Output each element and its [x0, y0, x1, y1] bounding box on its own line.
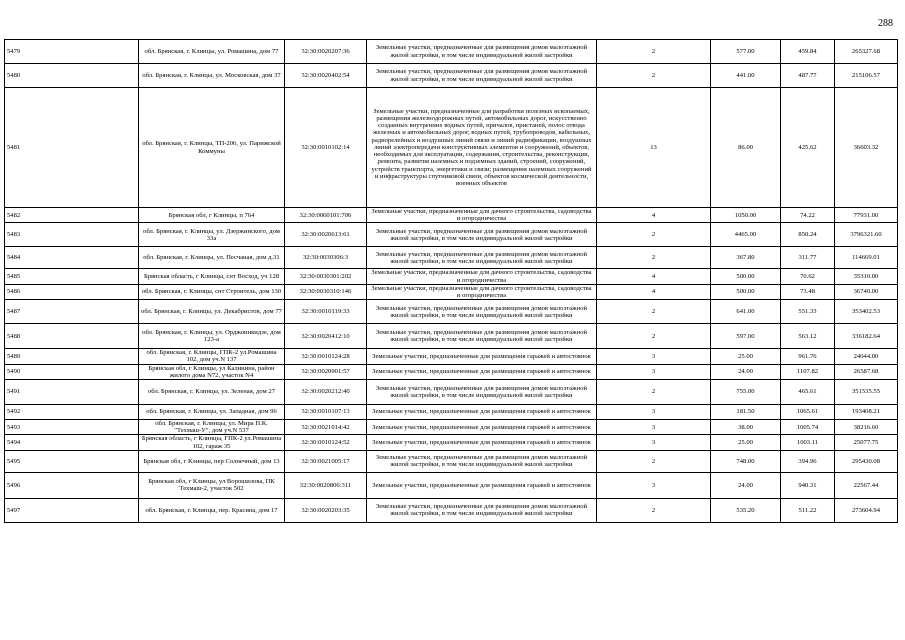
group-cell: 13	[597, 88, 711, 208]
address-cell: обл. Брянская, г. Клинцы, ул. Орджоникидзе, дом 123-а	[139, 324, 285, 349]
table-row	[5, 498, 898, 522]
cadastral-number-cell: 32:30:0020613:61	[285, 223, 367, 247]
row-number: 5481	[5, 88, 139, 208]
land-use-cell: Земельные участки, предназначенные для размещения гаражей и автостоянок	[367, 364, 597, 379]
cadastral-number-cell: 32:30:0030301:202	[285, 269, 367, 284]
cadastral-value-cell: 25077.75	[835, 435, 898, 450]
address-cell: обл. Брянская, г. Клинцы, ул. Западная, дом 96	[139, 405, 285, 420]
specific-value-cell: 465.61	[781, 380, 835, 405]
specific-value-cell: 1065.61	[781, 405, 835, 420]
land-use-cell: Земельные участки, предназначенные для размещения гаражей и автостоянок	[367, 349, 597, 364]
specific-value-cell: 1107.82	[781, 364, 835, 379]
cadastral-value-cell: 351535.55	[835, 380, 898, 405]
group-cell: 2	[597, 380, 711, 405]
group-cell: 3	[597, 349, 711, 364]
specific-value-cell: 551.33	[781, 300, 835, 324]
area-cell: 181.50	[711, 405, 781, 420]
land-use-cell: Земельные участки, предназначенные для дачного строительства, садоводства и огородничества	[367, 208, 597, 223]
land-use-cell: Земельные участки, предназначенные для размещения домов малоэтажной жилой застройки, в том числе индивидуальной жилой застройки	[367, 380, 597, 405]
cadastral-number-cell: 32:30:0020402:54	[285, 64, 367, 88]
address-cell: Брянская область, г Клинцы, снт Восход, уч 128	[139, 269, 285, 284]
table-row	[5, 208, 898, 223]
land-use-cell: Земельные участки, предназначенные для размещения домов малоэтажной жилой застройки, в том числе индивидуальной жилой застройки	[367, 450, 597, 472]
address-cell: обл. Брянская, г. Клинцы, ул. Песчаная, дом д.31	[139, 247, 285, 269]
cadastral-number-cell: 32:30:0060101:706	[285, 208, 367, 223]
specific-value-cell: 394.96	[781, 450, 835, 472]
table-row	[5, 223, 898, 247]
land-use-cell: Земельные участки, предназначенные для размещения домов малоэтажной жилой застройки, в том числе индивидуальной жилой застройки	[367, 324, 597, 349]
address-cell: обл. Брянская, г. Клинцы, ул. Декабристов, дом 77	[139, 300, 285, 324]
group-cell: 2	[597, 300, 711, 324]
area-cell: 1050.00	[711, 208, 781, 223]
cadastral-value-cell: 353402.53	[835, 300, 898, 324]
cadastral-number-cell: 32:30:0020203:35	[285, 498, 367, 522]
specific-value-cell: 311.77	[781, 247, 835, 269]
address-cell: обл. Брянская, г. Клинцы, ул. Ромашина, дом 77	[139, 40, 285, 64]
address-cell: Брянская обл, г Клинцы, пер Солнечный, дом 13	[139, 450, 285, 472]
land-use-cell: Земельные участки, предназначенные для размещения домов малоэтажной жилой застройки, в том числе индивидуальной жилой застройки	[367, 498, 597, 522]
table-row	[5, 420, 898, 435]
group-cell: 3	[597, 472, 711, 498]
cadastral-number-cell: 32:30:0020412:10	[285, 324, 367, 349]
address-cell: обл. Брянская, г. Клинцы, ул. Мира П.К. "Техмаш-У", дом уч.N 537	[139, 420, 285, 435]
row-number: 5479	[5, 40, 139, 64]
specific-value-cell: 425.62	[781, 88, 835, 208]
table-row	[5, 247, 898, 269]
cadastral-value-cell: 35310.00	[835, 269, 898, 284]
group-cell: 2	[597, 498, 711, 522]
cadastral-number-cell: 32:30:0010119:33	[285, 300, 367, 324]
table-row	[5, 450, 898, 472]
cadastral-value-cell: 24044.00	[835, 349, 898, 364]
table-body	[5, 40, 898, 523]
cadastral-value-cell: 114669.01	[835, 247, 898, 269]
address-cell: обл. Брянская, г. Клинцы, снт Строитель, дом 130	[139, 284, 285, 299]
land-use-cell: Земельные участки, предназначенные для дачного строительства, садоводства и огородничества	[367, 284, 597, 299]
specific-value-cell: 70.62	[781, 269, 835, 284]
row-number: 5494	[5, 435, 139, 450]
specific-value-cell: 459.84	[781, 40, 835, 64]
cadastral-value-cell: 38216.60	[835, 420, 898, 435]
cadastral-value-cell: 22567.44	[835, 472, 898, 498]
land-use-cell: Земельные участки, предназначенные для размещения домов малоэтажной жилой застройки, в том числе индивидуальной жилой застройки	[367, 247, 597, 269]
cadastral-value-cell: 26587.68	[835, 364, 898, 379]
area-cell: 367.80	[711, 247, 781, 269]
table-row	[5, 472, 898, 498]
table-row	[5, 40, 898, 64]
area-cell: 748.00	[711, 450, 781, 472]
cadastral-number-cell: 32:30:0010102:14	[285, 88, 367, 208]
area-cell: 597.00	[711, 324, 781, 349]
specific-value-cell: 961.76	[781, 349, 835, 364]
area-cell: 535.20	[711, 498, 781, 522]
cadastral-number-cell: 32:30:0020901:57	[285, 364, 367, 379]
area-cell: 25.00	[711, 349, 781, 364]
table-row	[5, 380, 898, 405]
address-cell: обл. Брянская, г. Клинцы, ул. Зеленая, дом 27	[139, 380, 285, 405]
cadastral-number-cell: 32:30:0021005:17	[285, 450, 367, 472]
specific-value-cell: 511.22	[781, 498, 835, 522]
row-number: 5496	[5, 472, 139, 498]
cadastral-number-cell: 32:30:0020207:36	[285, 40, 367, 64]
specific-value-cell: 1005.74	[781, 420, 835, 435]
specific-value-cell: 940.31	[781, 472, 835, 498]
table-row	[5, 435, 898, 450]
land-use-cell: Земельные участки, предназначенные для размещения домов малоэтажной жилой застройки, в том числе индивидуальной жилой застройки	[367, 64, 597, 88]
specific-value-cell: 850.24	[781, 223, 835, 247]
table-row	[5, 324, 898, 349]
table-row	[5, 64, 898, 88]
row-number: 5489	[5, 349, 139, 364]
group-cell: 2	[597, 450, 711, 472]
table-row	[5, 269, 898, 284]
land-use-cell: Земельные участки, предназначенные для размещения домов малоэтажной жилой застройки, в том числе индивидуальной жилой застройки	[367, 300, 597, 324]
group-cell: 2	[597, 324, 711, 349]
address-cell: Брянская обл, г Клинцы, ул Ворошилова, ПК Техмаш-2, участок 502	[139, 472, 285, 498]
cadastral-value-cell: 273604.94	[835, 498, 898, 522]
land-use-cell: Земельные участки, предназначенные для дачного строительства, садоводства и огородничества	[367, 269, 597, 284]
area-cell: 25.00	[711, 435, 781, 450]
land-use-cell: Земельные участки, предназначенные для размещения гаражей и автостоянок	[367, 472, 597, 498]
group-cell: 4	[597, 284, 711, 299]
group-cell: 3	[597, 420, 711, 435]
address-cell: Брянская обл, г Клинцы, п 764	[139, 208, 285, 223]
specific-value-cell: 563.12	[781, 324, 835, 349]
row-number: 5485	[5, 269, 139, 284]
cadastral-value-table	[4, 39, 898, 523]
row-number: 5487	[5, 300, 139, 324]
group-cell: 2	[597, 223, 711, 247]
specific-value-cell: 74.22	[781, 208, 835, 223]
land-use-cell: Земельные участки, предназначенные для размещения гаражей и автостоянок	[367, 435, 597, 450]
area-cell: 24.00	[711, 364, 781, 379]
area-cell: 500.00	[711, 284, 781, 299]
land-use-cell: Земельные участки, предназначенные для разработки полезных ископаемых, размещения железнодорожных путей, автомобильных дорог, искусственно созданных внутренних водных путей, причалов, пристаней, полос отвода железных и автомобильных дорог, водных путей, трубопроводов, кабельных, радиорелейных и воздушных линий связи и линий радиофикации, воздушных линий электропередачи конструктивных элементов и сооружений, объектов, необходимых для эксплуатации, содержания, строительства, реконструкции, ремонта, развития наземных и подземных зданий, строений, сооружений, устройств транспорта, энергетики и связи; размещения наземных сооружений и инфраструктуры спутниковой связи, объектов космической деятельности, военных объектов	[367, 88, 597, 208]
address-cell: Брянская область, г Клинцы, ГПК-2 ул.Ромашина 102, гараж 35	[139, 435, 285, 450]
page-number: 288	[878, 18, 893, 29]
cadastral-value-cell: 3796321.60	[835, 223, 898, 247]
row-number: 5480	[5, 64, 139, 88]
row-number: 5482	[5, 208, 139, 223]
group-cell: 2	[597, 247, 711, 269]
row-number: 5497	[5, 498, 139, 522]
address-cell: обл. Брянская, г. Клинцы, ул. Дзержинского, дом 33а	[139, 223, 285, 247]
area-cell: 38.00	[711, 420, 781, 435]
row-number: 5492	[5, 405, 139, 420]
address-cell: обл. Брянская, г. Клинцы, ГПК-2 ул.Ромашина 102, дом уч.N 137	[139, 349, 285, 364]
land-use-cell: Земельные участки, предназначенные для размещения гаражей и автостоянок	[367, 420, 597, 435]
row-number: 5488	[5, 324, 139, 349]
cadastral-value-cell: 336182.64	[835, 324, 898, 349]
row-number: 5486	[5, 284, 139, 299]
cadastral-value-cell: 215106.57	[835, 64, 898, 88]
cadastral-value-cell: 36740.00	[835, 284, 898, 299]
address-cell: обл. Брянская, г. Клинцы, ТП-206, ул. Парижской Коммуны	[139, 88, 285, 208]
row-number: 5495	[5, 450, 139, 472]
area-cell: 4465.00	[711, 223, 781, 247]
row-number: 5493	[5, 420, 139, 435]
group-cell: 2	[597, 40, 711, 64]
table-row	[5, 364, 898, 379]
table-row	[5, 88, 898, 208]
specific-value-cell: 73.48	[781, 284, 835, 299]
table-row	[5, 300, 898, 324]
specific-value-cell: 487.77	[781, 64, 835, 88]
row-number: 5484	[5, 247, 139, 269]
cadastral-value-cell: 295430.08	[835, 450, 898, 472]
cadastral-value-cell: 77931.00	[835, 208, 898, 223]
land-use-cell: Земельные участки, предназначенные для размещения домов малоэтажной жилой застройки, в том числе индивидуальной жилой застройки	[367, 40, 597, 64]
row-number: 5483	[5, 223, 139, 247]
row-number: 5491	[5, 380, 139, 405]
group-cell: 2	[597, 64, 711, 88]
table-row	[5, 405, 898, 420]
address-cell: обл. Брянская, г. Клинцы, ул. Московская, дом 37	[139, 64, 285, 88]
area-cell: 441.00	[711, 64, 781, 88]
area-cell: 577.00	[711, 40, 781, 64]
cadastral-value-cell: 265327.68	[835, 40, 898, 64]
group-cell: 3	[597, 405, 711, 420]
specific-value-cell: 1003.11	[781, 435, 835, 450]
table-row	[5, 349, 898, 364]
group-cell: 4	[597, 208, 711, 223]
cadastral-value-cell: 193408.21	[835, 405, 898, 420]
address-cell: обл. Брянская, г. Клинцы, пер. Красина, дом 17	[139, 498, 285, 522]
group-cell: 4	[597, 269, 711, 284]
address-cell: Брянская обл, г Клинцы, ул Калинина, район жилого дома N72, участок N4	[139, 364, 285, 379]
area-cell: 641.00	[711, 300, 781, 324]
cadastral-number-cell: 32:30:0010124:52	[285, 435, 367, 450]
area-cell: 755.00	[711, 380, 781, 405]
cadastral-number-cell: 32:30:0030306:3	[285, 247, 367, 269]
cadastral-value-cell: 36603.32	[835, 88, 898, 208]
area-cell: 500.00	[711, 269, 781, 284]
cadastral-number-cell: 32:30:0020806:311	[285, 472, 367, 498]
cadastral-number-cell: 32:30:0020212:40	[285, 380, 367, 405]
row-number: 5490	[5, 364, 139, 379]
group-cell: 3	[597, 435, 711, 450]
land-use-cell: Земельные участки, предназначенные для размещения гаражей и автостоянок	[367, 405, 597, 420]
cadastral-number-cell: 32:30:0010107:13	[285, 405, 367, 420]
area-cell: 86.00	[711, 88, 781, 208]
land-use-cell: Земельные участки, предназначенные для размещения домов малоэтажной жилой застройки, в том числе индивидуальной жилой застройки	[367, 223, 597, 247]
cadastral-number-cell: 32:30:0010124:28	[285, 349, 367, 364]
group-cell: 3	[597, 364, 711, 379]
cadastral-number-cell: 32:30:0030310:146	[285, 284, 367, 299]
table-row	[5, 284, 898, 299]
area-cell: 24.00	[711, 472, 781, 498]
cadastral-number-cell: 32:30:0021014:42	[285, 420, 367, 435]
